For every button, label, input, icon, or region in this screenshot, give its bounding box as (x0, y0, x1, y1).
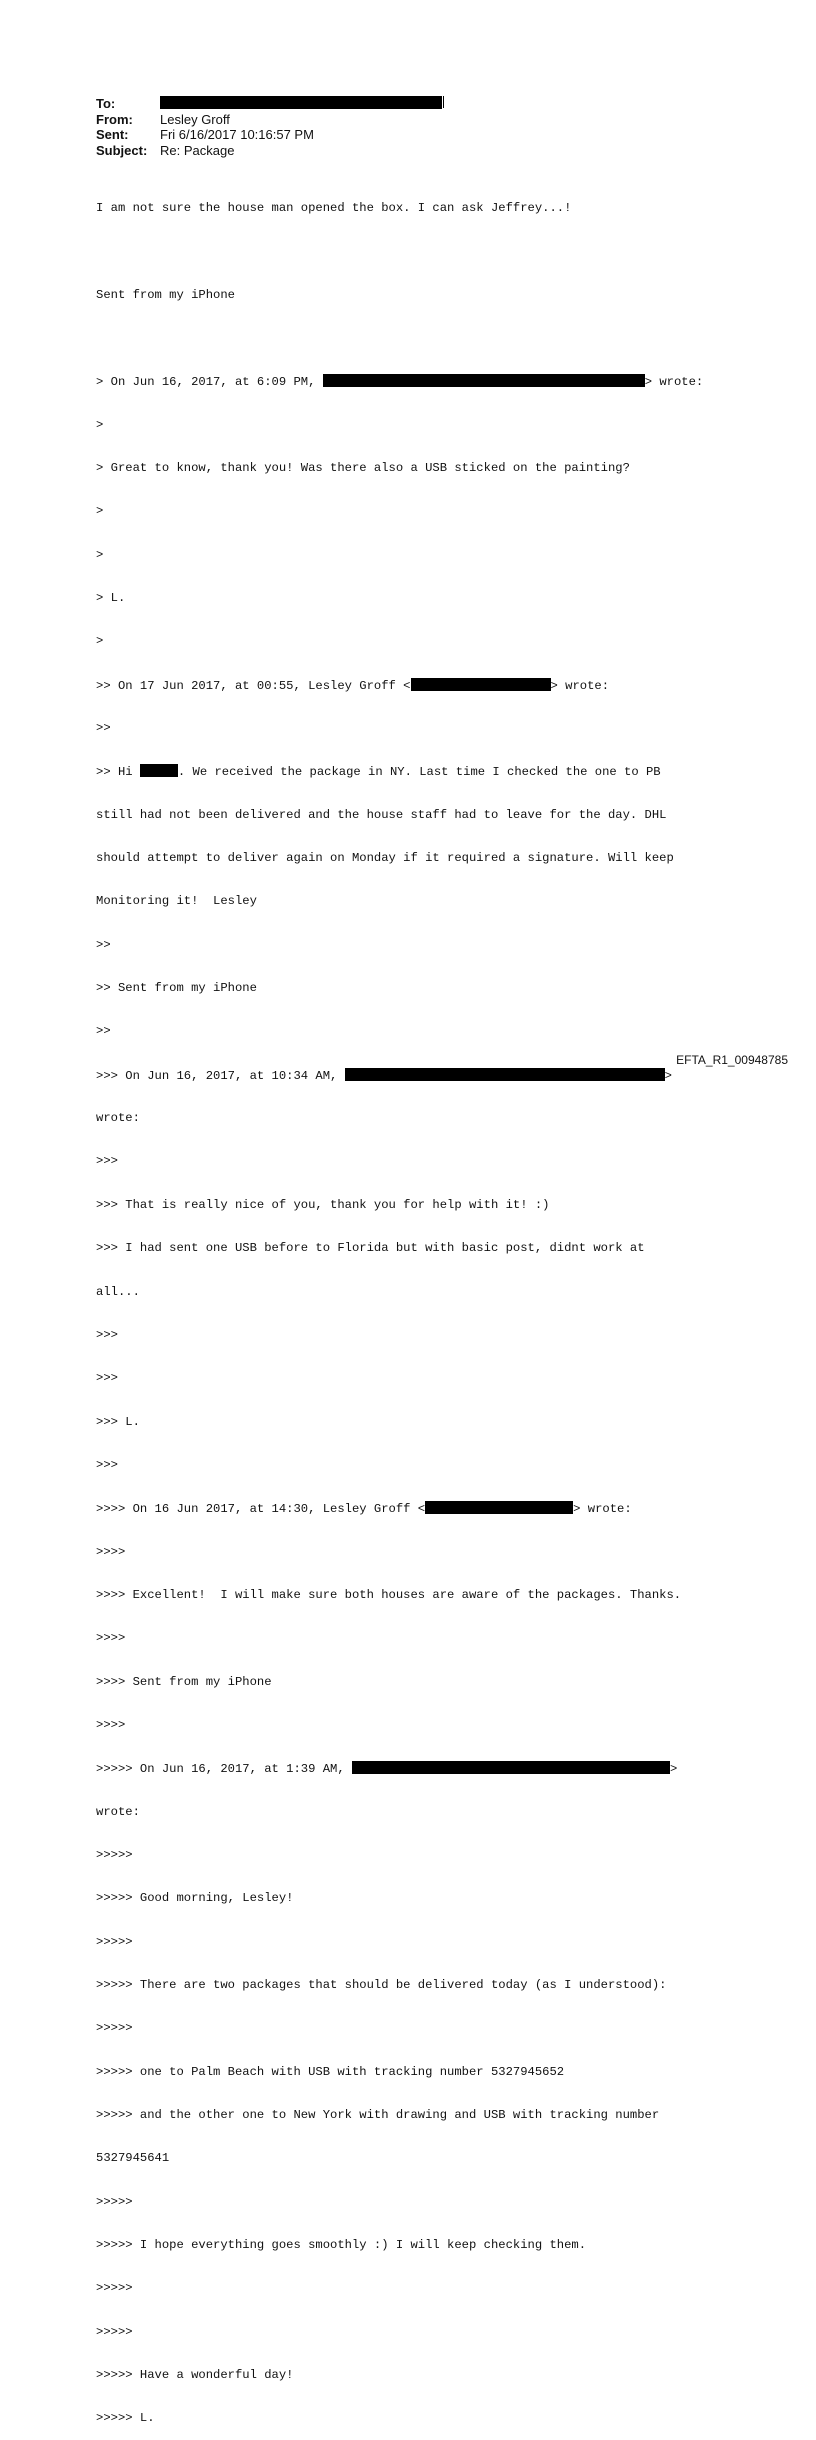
body-line: >>>>> Good morning, Lesley! (96, 1891, 294, 1906)
to-label: To: (96, 96, 116, 111)
cursor-mark (443, 96, 445, 108)
line-text: >> Hi (96, 765, 140, 780)
body-line: >>>>> There are two packages that should be delivered today (as I understood): (96, 1978, 667, 1992)
body-line: still had not been delivered and the house staff had to leave for the day. DHL (96, 807, 667, 822)
from-label: From: (96, 111, 133, 127)
body-line: >>>>> (96, 1934, 133, 1949)
body-line: 5327945641 (96, 2151, 170, 2166)
line-text: . We received the package in NY. Last time I checked the one to PB (177, 765, 661, 780)
email-header (96, 96, 445, 158)
body-line: >>>>> (96, 2324, 133, 2339)
body-line: >>>> (96, 1717, 126, 1732)
body-line: Monitoring it! Lesley (96, 894, 257, 909)
body-line: >> (96, 721, 111, 736)
body-line: >>> (96, 1457, 118, 1472)
from-row (96, 112, 445, 128)
body-line: >>> (96, 1154, 118, 1169)
body-line: >>>>> L. (96, 2411, 155, 2426)
sent-value: Fri 6/16/2017 10:16:57 PM (160, 127, 314, 142)
body-line: >> (96, 937, 111, 952)
body-line (96, 764, 776, 778)
subject-value: Re: Package (160, 142, 235, 158)
line-text: > wrote: (550, 678, 610, 693)
body-line: wrote: (96, 1804, 140, 1819)
line-text: >>>> On 16 Jun 2017, at 14:30, Lesley Groff < (96, 1502, 426, 1517)
body-line: > L. (96, 591, 126, 605)
redaction-bar (323, 374, 645, 387)
body-line: >>> I had sent one USB before to Florida but with basic post, didnt work at (96, 1241, 645, 1256)
body-line: I am not sure the house man opened the box. I can ask Jeffrey...! (96, 200, 572, 215)
line-text: > On Jun 16, 2017, at 6:09 PM, (96, 375, 323, 390)
subject-label: Subject: (96, 142, 148, 158)
line-text: >> On 17 Jun 2017, at 00:55, Lesley Groff < (96, 678, 411, 693)
body-line: >>>> (96, 1631, 126, 1646)
body-line: >>>> (96, 1544, 126, 1559)
redaction-bar (160, 96, 442, 109)
body-line (96, 1068, 776, 1082)
body-line: > (96, 504, 104, 519)
redaction-bar (140, 764, 178, 777)
body-line: >>> L. (96, 1414, 140, 1429)
body-line: >> Sent from my iPhone (96, 981, 257, 996)
body-line (96, 244, 776, 258)
document-id: EFTA_R1_00948785 (676, 1053, 788, 1067)
body-line: wrote: (96, 1111, 140, 1126)
line-text: > (664, 1068, 672, 1083)
to-row (96, 96, 445, 112)
body-line: all... (96, 1284, 140, 1299)
body-line: >>> (96, 1371, 118, 1386)
redaction-bar (411, 678, 551, 691)
body-line: >>>> Sent from my iPhone (96, 1674, 272, 1689)
body-line: >>>>> and the other one to New York with drawing and USB with tracking number (96, 2108, 660, 2123)
body-line: >>>>> (96, 2021, 133, 2036)
sent-label: Sent: (96, 127, 129, 142)
body-line: > (96, 417, 104, 432)
body-line: > Great to know, thank you! Was there also a USB sticked on the painting? (96, 460, 630, 475)
body-line: >>>>> (96, 2194, 133, 2209)
body-line: >>>> Excellent! I will make sure both houses are aware of the packages. Thanks. (96, 1587, 682, 1602)
body-line: >> (96, 1024, 111, 1039)
body-line (96, 374, 776, 388)
line-text: > wrote: (573, 1502, 632, 1517)
line-text: >>>>> On Jun 16, 2017, at 1:39 AM, (96, 1762, 352, 1777)
body-line (96, 678, 776, 692)
line-text: > (669, 1762, 678, 1777)
body-line: > (96, 547, 104, 562)
line-text: > wrote: (644, 375, 704, 390)
body-line: >>> (96, 1327, 118, 1342)
body-line: >>>>> I hope everything goes smoothly :) I will keep checking them. (96, 2238, 587, 2253)
body-line: >>> That is really nice of you, thank you for help with it! :) (96, 1197, 550, 1212)
body-line: should attempt to deliver again on Monday if it required a signature. Will keep (96, 851, 674, 866)
body-line (96, 331, 776, 345)
body-line: >>>>> one to Palm Beach with USB with tracking number 5327945652 (96, 2064, 565, 2079)
body-line (96, 1761, 776, 1775)
body-line: Sent from my iPhone (96, 287, 235, 302)
body-line: > (96, 634, 104, 649)
subject-row (96, 143, 445, 159)
redaction-bar (425, 1501, 573, 1514)
body-line (96, 1501, 776, 1515)
redaction-bar (345, 1068, 665, 1081)
body-line: >>>>> (96, 1847, 133, 1862)
redaction-bar (352, 1761, 670, 1774)
body-line: >>>>> Have a wonderful day! (96, 2368, 294, 2383)
body-line: >>>>> (96, 2281, 133, 2296)
line-text: >>> On Jun 16, 2017, at 10:34 AM, (96, 1068, 345, 1083)
email-body (96, 172, 776, 2440)
from-value: Lesley Groff (160, 111, 230, 127)
sent-row (96, 127, 445, 143)
